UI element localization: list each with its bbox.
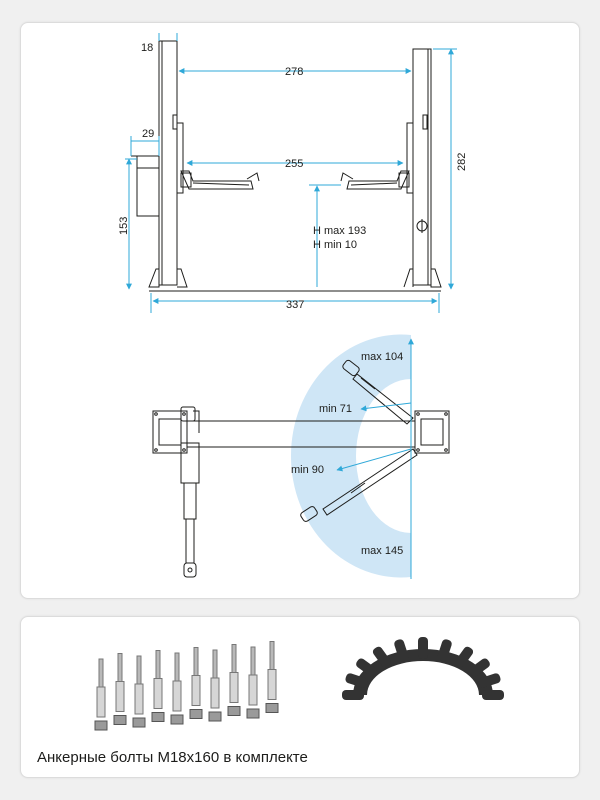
anchor-bolt-icon	[152, 651, 164, 722]
left-base-plate	[153, 411, 187, 453]
accessories-illustration	[21, 617, 579, 737]
dim-base-width: 337	[286, 299, 305, 311]
dim-post-width: 18	[141, 42, 154, 54]
dim-total-height: 282	[456, 152, 468, 171]
rubber-shims-icon	[342, 637, 504, 700]
power-unit	[137, 156, 159, 216]
anchor-bolt-icon	[171, 653, 183, 724]
dim-between-arms: 255	[285, 158, 304, 170]
h-min-label: H min 10	[313, 239, 358, 251]
arm-swing-zone	[291, 334, 411, 577]
accessories-caption: Анкерные болты М18х160 в комплекте	[37, 749, 308, 766]
anchor-bolt-icon	[266, 642, 278, 713]
lift-drawings	[21, 23, 579, 598]
arm-max-lower-label: max 145	[361, 545, 404, 557]
anchor-bolt-icon	[133, 656, 145, 727]
accessories-card	[20, 616, 580, 778]
arm-min-lower-label: min 90	[291, 464, 325, 476]
arm-max-upper-label: max 104	[361, 351, 404, 363]
dim-between-posts: 278	[285, 66, 304, 78]
anchor-bolt-icon	[114, 654, 126, 725]
arm-min-upper-label: min 71	[319, 403, 353, 415]
anchor-bolts-icon	[95, 642, 278, 731]
right-base-plate	[415, 411, 449, 453]
drawing-card	[20, 22, 580, 599]
anchor-bolt-icon	[95, 659, 107, 730]
anchor-bolt-icon	[190, 648, 202, 719]
anchor-bolt-icon	[209, 650, 221, 721]
anchor-bolt-icon	[247, 647, 259, 718]
dim-column-offset: 29	[142, 128, 155, 140]
h-max-label: H max 193	[313, 225, 367, 237]
anchor-bolt-icon	[228, 645, 240, 716]
dim-height-low: 153	[118, 216, 130, 235]
